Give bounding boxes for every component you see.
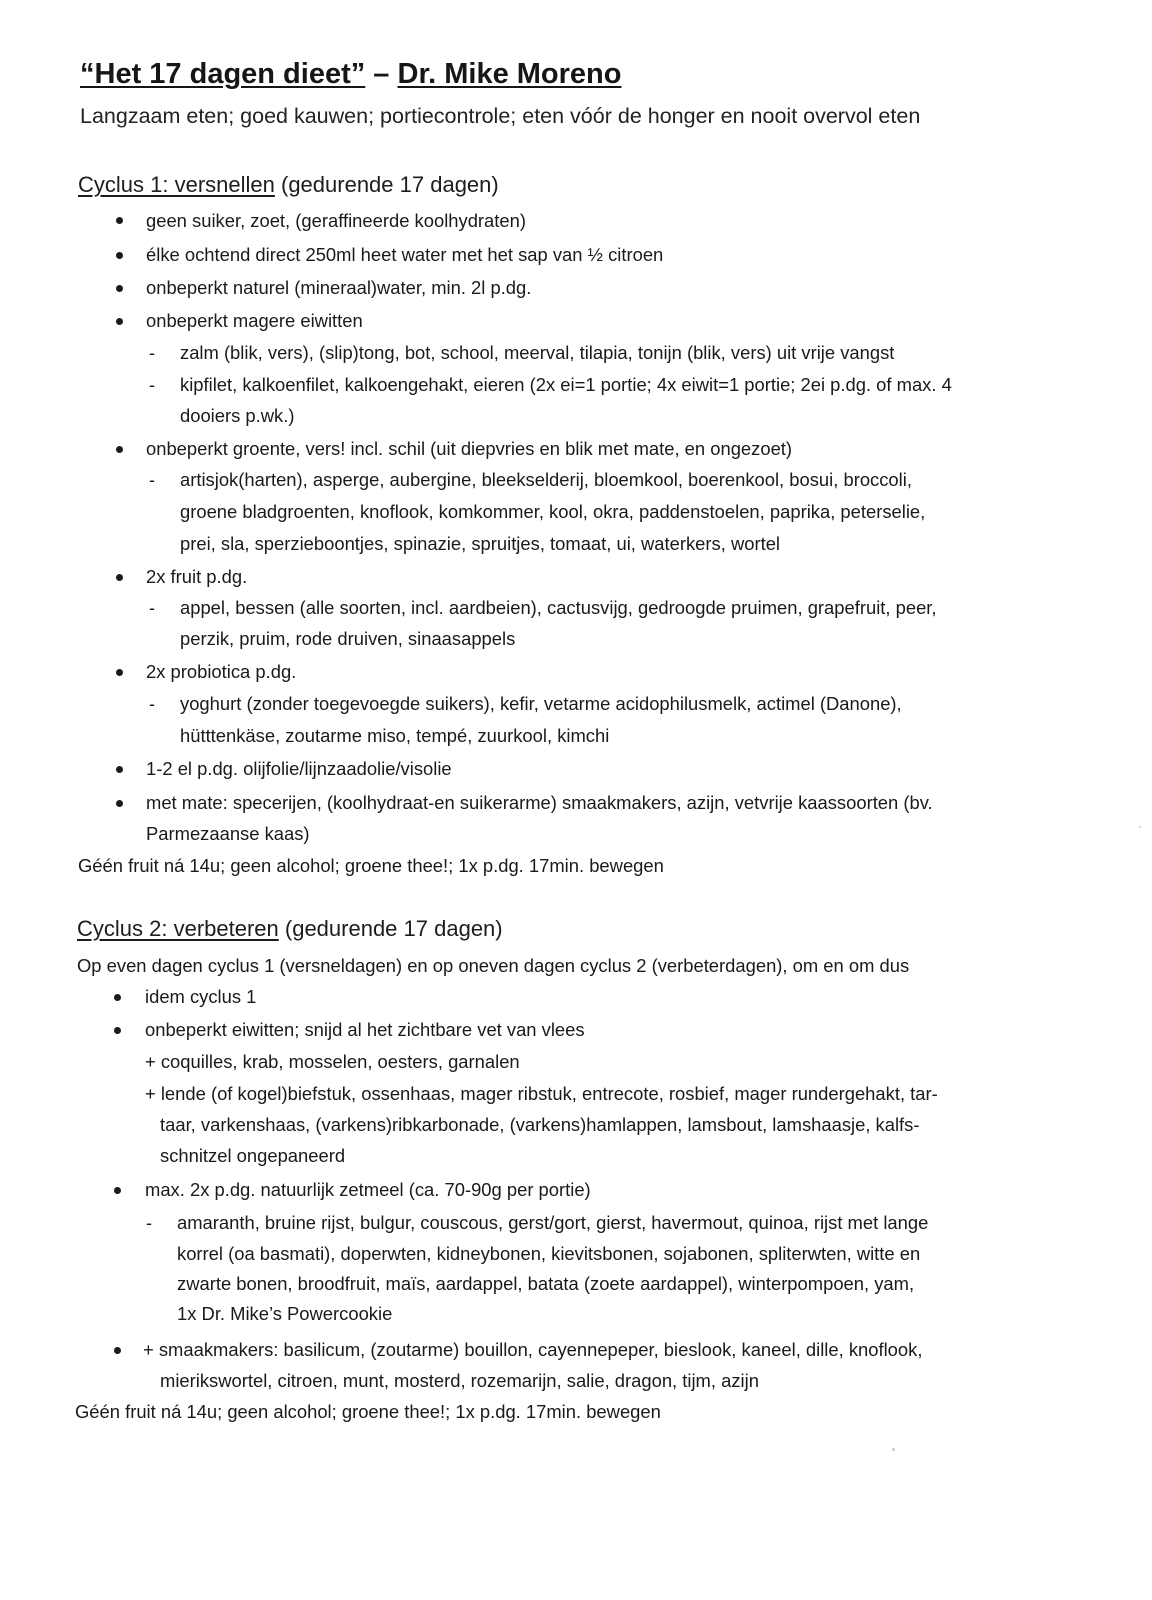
cycle1-subitem: hütttenkäse, zoutarme miso, tempé, zuurkool, kimchi — [180, 725, 610, 746]
bullet-icon — [114, 1347, 121, 1354]
dash-marker: - — [149, 343, 155, 363]
document-subtitle: Langzaam eten; goed kauwen; portiecontrole; eten vóór de honger en nooit overvol eten — [80, 104, 921, 128]
cycle1-item: 2x fruit p.dg. — [146, 566, 248, 587]
bullet-icon — [116, 318, 123, 325]
cycle1-heading-duration: (gedurende 17 dagen) — [274, 172, 499, 197]
bullet-icon — [116, 285, 123, 292]
cycle1-subitem: dooiers p.wk.) — [180, 405, 295, 426]
bullet-icon — [114, 1027, 121, 1034]
dash-marker: - — [146, 1213, 152, 1233]
cycle1-subitem: artisjok(harten), asperge, aubergine, bleekselderij, bloemkool, boerenkool, bosui, broccoli, — [180, 469, 912, 490]
cycle2-item: + smaakmakers: basilicum, (zoutarme) bouillon, cayennepeper, bieslook, kaneel, dille, knoflook, — [143, 1339, 923, 1360]
cycle2-item: onbeperkt eiwitten; snijd al het zichtbare vet van vlees — [145, 1019, 585, 1040]
cycle2-heading-duration: (gedurende 17 dagen) — [278, 916, 503, 941]
cycle1-footer: Géén fruit ná 14u; geen alcohol; groene thee!; 1x p.dg. 17min. bewegen — [78, 855, 664, 876]
document-title — [80, 58, 622, 91]
cycle2-subitem: amaranth, bruine rijst, bulgur, couscous, gerst/gort, gierst, havermout, quinoa, rijst met lange — [177, 1212, 929, 1233]
cycle1-subitem: kipfilet, kalkoenfilet, kalkoengehakt, eieren (2x ei=1 portie; 4x eiwit=1 portie; 2ei p.dg. of max. 4 — [180, 374, 952, 395]
cycle2-item: + lende (of kogel)biefstuk, ossenhaas, mager ribstuk, entrecote, rosbief, mager rundergehakt, tar- — [145, 1083, 938, 1104]
cycle2-item: schnitzel ongepaneerd — [160, 1145, 346, 1166]
cycle2-intro: Op even dagen cyclus 1 (versneldagen) en op oneven dagen cyclus 2 (verbeterdagen), om en om dus — [77, 955, 910, 976]
scan-speck — [1139, 826, 1141, 828]
cycle1-item: 1-2 el p.dg. olijfolie/lijnzaadolie/visolie — [146, 758, 452, 779]
bullet-icon — [116, 800, 123, 807]
cycle2-heading — [77, 916, 503, 942]
bullet-icon — [116, 574, 123, 581]
cycle1-item: Parmezaanse kaas) — [146, 823, 310, 844]
cycle2-item: taar, varkenshaas, (varkens)ribkarbonade, (varkens)hamlappen, lamsbout, lamshaasje, kalfs- — [160, 1114, 920, 1135]
title-author: Dr. Mike Moreno — [397, 58, 622, 90]
cycle2-item: idem cyclus 1 — [145, 986, 257, 1007]
cycle1-subitem: groene bladgroenten, knoflook, komkommer, kool, okra, paddenstoelen, paprika, peterselie, — [180, 501, 926, 522]
cycle1-item: élke ochtend direct 250ml heet water met het sap van ½ citroen — [146, 244, 664, 265]
cycle2-heading-title: Cyclus 2: verbeteren — [77, 916, 279, 941]
cycle2-item: max. 2x p.dg. natuurlijk zetmeel (ca. 70-90g per portie) — [145, 1179, 591, 1200]
cycle1-item: onbeperkt magere eiwitten — [146, 310, 363, 331]
cycle2-item: mierikswortel, citroen, munt, mosterd, rozemarijn, salie, dragon, tijm, azijn — [160, 1370, 759, 1391]
cycle1-subitem: yoghurt (zonder toegevoegde suikers), kefir, vetarme acidophilusmelk, actimel (Danone), — [180, 693, 902, 714]
dash-marker: - — [149, 375, 155, 395]
dash-marker: - — [149, 694, 155, 714]
cycle1-subitem: prei, sla, sperzieboontjes, spinazie, spruitjes, tomaat, ui, waterkers, wortel — [180, 533, 781, 554]
cycle2-subitem: korrel (oa basmati), doperwten, kidneybonen, kievitsbonen, sojabonen, spliterwten, witte en — [177, 1243, 921, 1264]
title-separator: – — [365, 58, 398, 90]
cycle1-heading — [78, 172, 499, 198]
cycle2-footer: Géén fruit ná 14u; geen alcohol; groene thee!; 1x p.dg. 17min. bewegen — [75, 1401, 661, 1422]
dash-marker: - — [149, 598, 155, 618]
cycle2-subitem: 1x Dr. Mike’s Powercookie — [177, 1303, 393, 1324]
cycle1-subitem: appel, bessen (alle soorten, incl. aardbeien), cactusvijg, gedroogde pruimen, grapefruit, peer, — [180, 597, 937, 618]
bullet-icon — [116, 766, 123, 773]
bullet-icon — [116, 217, 123, 224]
cycle1-item: geen suiker, zoet, (geraffineerde koolhydraten) — [146, 210, 526, 231]
cycle1-subitem: zalm (blik, vers), (slip)tong, bot, school, meerval, tilapia, tonijn (blik, vers) uit vrije vangst — [180, 342, 895, 363]
cycle1-item: onbeperkt naturel (mineraal)water, min. 2l p.dg. — [146, 277, 532, 298]
cycle1-item: onbeperkt groente, vers! incl. schil (uit diepvries en blik met mate, en ongezoet) — [146, 438, 793, 459]
scan-speck — [892, 1448, 895, 1451]
dash-marker: - — [149, 470, 155, 490]
cycle1-subitem: perzik, pruim, rode druiven, sinaasappels — [180, 628, 516, 649]
cycle1-item: 2x probiotica p.dg. — [146, 661, 297, 682]
cycle2-subitem: zwarte bonen, broodfruit, maïs, aardappel, batata (zoete aardappel), winterpompoen, yam, — [177, 1273, 915, 1294]
title-main: “Het 17 dagen dieet” — [80, 58, 366, 90]
cycle1-item: met mate: specerijen, (koolhydraat-en suikerarme) smaakmakers, azijn, vetvrije kaassoorten (bv. — [146, 792, 933, 813]
bullet-icon — [116, 446, 123, 453]
cycle2-item: + coquilles, krab, mosselen, oesters, garnalen — [145, 1051, 520, 1072]
bullet-icon — [116, 252, 123, 259]
bullet-icon — [114, 1187, 121, 1194]
cycle1-heading-title: Cyclus 1: versnellen — [78, 172, 275, 197]
bullet-icon — [116, 669, 123, 676]
bullet-icon — [114, 994, 121, 1001]
